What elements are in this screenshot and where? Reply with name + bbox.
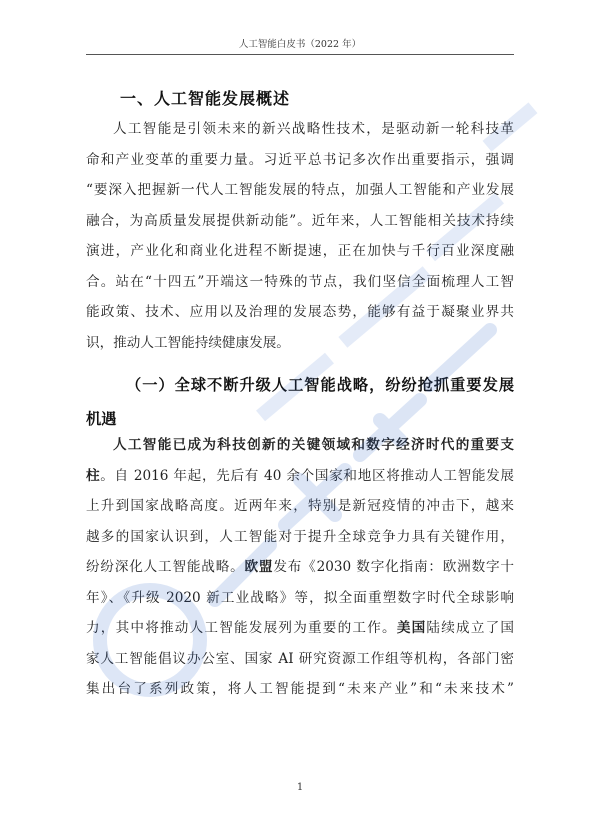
paragraph-line: [86, 613, 514, 644]
plain-text: 陆续成立了国: [426, 620, 515, 636]
paragraph-line: 识，推动人工智能持续健康发展。: [86, 334, 290, 351]
plain-text: 纷纷深化人工智能战略。: [86, 559, 245, 575]
paragraph-line: [86, 461, 514, 492]
paragraph-line-bold: 人工智能已成为科技创新的关键领域和数字经济时代的重要支: [113, 437, 514, 453]
paragraph-line: 融合，为高质量发展提供新动能”。近年来，人工智能相关技术持续: [86, 212, 514, 229]
paragraph-line: 合。站在“十四五”开端这一特殊的节点，我们坚信全面梳理人工智: [86, 273, 514, 290]
bold-text: 美国: [396, 620, 427, 636]
paragraph-line: 年》、《升级 2020 新工业战略》等，拟全面重塑数字时代全球影响: [86, 589, 514, 606]
paragraph-line: 越多的国家认识到，人工智能对于提升全球竞争力具有关键作用，: [86, 528, 514, 545]
subsection-title: [86, 368, 514, 436]
paragraph-line: “要深入把握新一代人工智能发展的特点，加强人工智能和产业发展: [86, 182, 514, 198]
paragraph-line: [86, 552, 514, 583]
paragraph-line: 演进，产业化和商业化进程不断提速，正在加快与千行百业深度融: [86, 243, 514, 259]
paragraph-overview: [86, 114, 514, 358]
section-title: 一、人工智能发展概述: [120, 89, 291, 108]
plain-text: 。自 2016 年起，先后有 40 余个国家和地区将推动人工智能发展: [100, 467, 514, 484]
header-rule: [86, 54, 514, 55]
bold-text: 欧盟: [244, 559, 274, 575]
paragraph-line: 人工智能是引领未来的新兴战略性技术，是驱动新一轮科技革: [113, 121, 514, 137]
paragraph-line: 命和产业变革的重要力量。习近平总书记多次作出重要指示，强调: [86, 151, 514, 168]
paragraph-line: 家人工智能倡议办公室、国家 AI 研究资源工作组等机构，各部门密: [86, 650, 514, 667]
paragraph-strategy: [86, 430, 514, 705]
paragraph-line: 集出台了系列政策，将人工智能提到“未来产业”和“未来技术”: [86, 681, 514, 697]
bold-text: 柱: [86, 467, 101, 484]
paragraph-line: 能政策、技术、应用以及治理的发展态势，能够有益于凝聚业界共: [86, 304, 514, 320]
plain-text: 力，其中将推动人工智能发展列为重要的工作。: [86, 620, 397, 636]
paragraph-line: 上升到国家战略高度。近两年来，特别是新冠疫情的冲击下，越来: [86, 498, 514, 514]
subsection-title-line: （一）全球不断升级人工智能战略，纷纷抢抓重要发展: [126, 376, 514, 394]
plain-text: 发布《2030 数字化指南：欧洲数字十: [273, 559, 515, 575]
subsection-title-line: 机遇: [86, 410, 117, 428]
running-header: 人工智能白皮书（2022 年）: [238, 39, 362, 50]
page-number: 1: [296, 782, 304, 793]
